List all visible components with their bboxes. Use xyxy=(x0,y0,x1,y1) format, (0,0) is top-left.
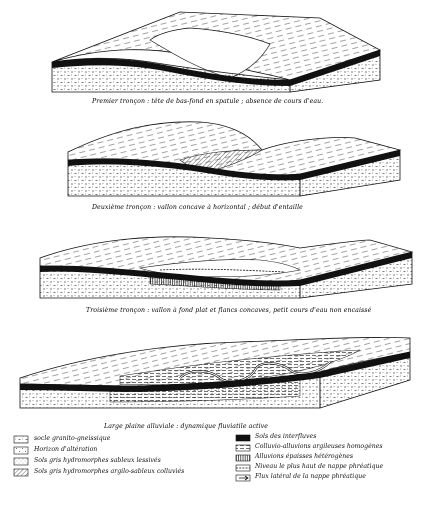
legend-swatch-alluvions xyxy=(236,455,250,461)
block-diagram-3 xyxy=(40,235,412,298)
block-diagram-4 xyxy=(20,336,410,408)
block-diagram-1 xyxy=(52,12,380,92)
block-caption-4: Large plaine alluviale : dynamique fluviatile active xyxy=(104,423,269,430)
legend-label-horizon: Horizon d'altération xyxy=(34,446,98,453)
legend-swatch-colluvial xyxy=(236,445,250,451)
legend-swatch-interfluve xyxy=(236,435,250,441)
legend-label-hydro-colluvial: Sols gris hydromorphes argilo-sableux colluviés xyxy=(34,468,185,475)
legend-label-nappe-level: Niveau le plus haut de nappe phréatique xyxy=(255,463,384,470)
legend-label-colluvial: Colluvio-alluvions argileuses homogènes xyxy=(255,443,383,450)
legend-swatch-hydro-colluvial xyxy=(14,469,28,476)
block-diagram-2 xyxy=(68,120,400,196)
legend-swatch-horizon xyxy=(14,447,28,454)
block-caption-2: Deuxième tronçon : vallon concave à horizontal ; début d'entaille xyxy=(92,204,303,211)
legend-swatch-nappe-flux xyxy=(236,475,250,481)
legend-swatch-nappe-level xyxy=(236,465,250,471)
legend-label-hydro-lessive: Sols gris hydromorphes sableux lessivés xyxy=(34,457,161,464)
legend-swatch-socle xyxy=(14,436,28,443)
block-caption-3: Troisième tronçon : vallon à fond plat et flancs concaves, petit cours d'eau non encaissé xyxy=(86,307,372,314)
legend-label-alluvions: Alluvions épaisses hétérogènes xyxy=(255,453,354,460)
block-caption-1: Premier tronçon : tête de bas-fond en spatule ; absence de cours d'eau. xyxy=(92,98,324,105)
legend-label-socle: socle granito-gneissique xyxy=(34,435,111,442)
legend-label-interfluve: Sols des interfluves xyxy=(255,433,317,440)
legend-swatch-hydro-lessive xyxy=(14,458,28,465)
legend-label-nappe-flux: Flux latéral de la nappe phréatique xyxy=(255,473,366,480)
